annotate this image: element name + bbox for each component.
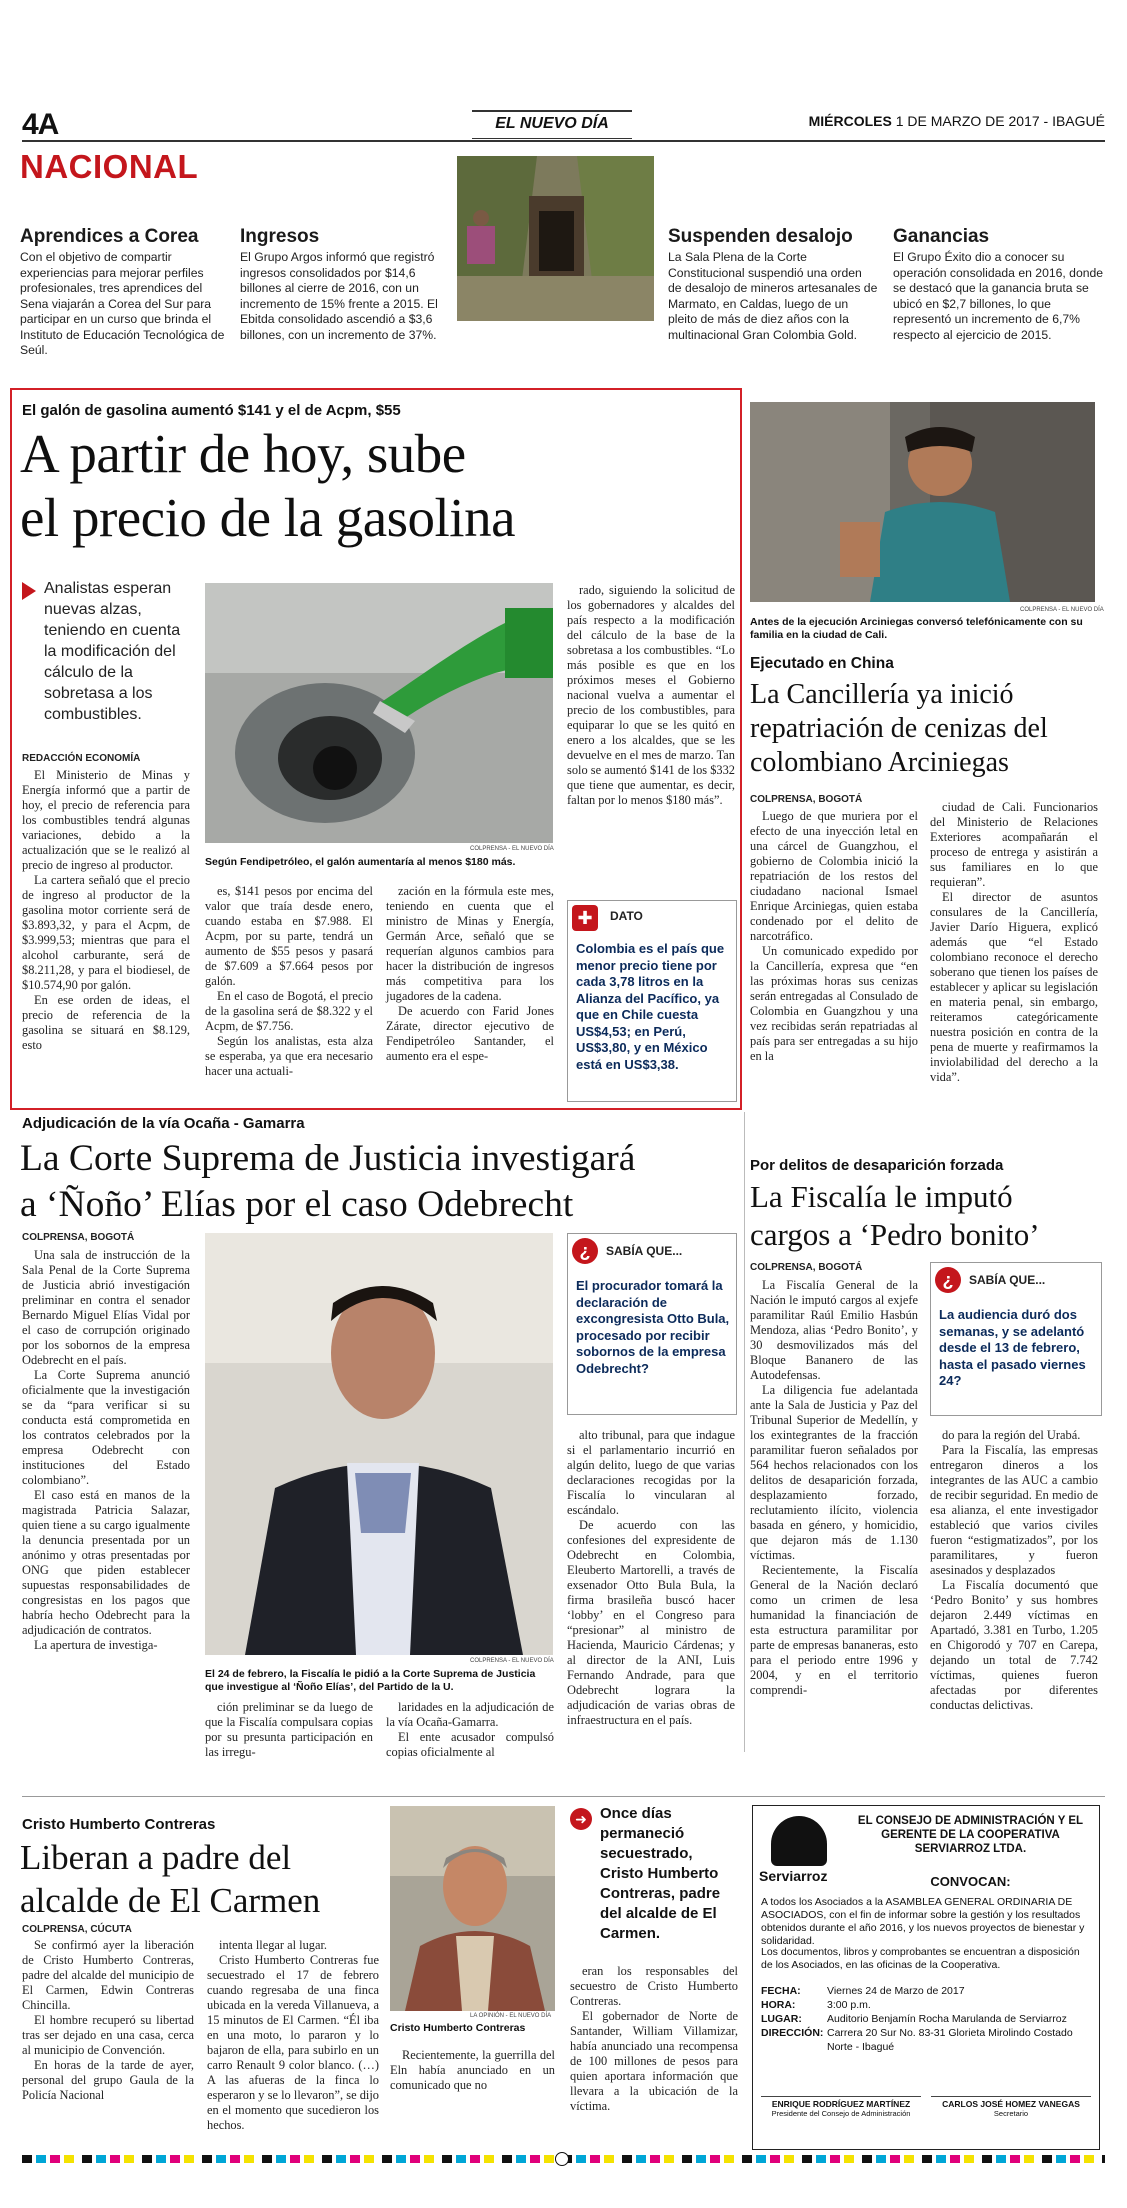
gasolina-summary: Analistas esperan nuevas alzas, teniendo en cuenta la modificación del cálculo de la sobretasa a los combustibles. bbox=[44, 580, 181, 723]
nono-byline: COLPRENSA, BOGOTÁ bbox=[22, 1232, 135, 1243]
ad-row-hora: HORA: 3:00 p.m. bbox=[761, 1999, 871, 2011]
gasolina-col-2: es, $141 pesos por encima del valor que traía desde enero, cuando estaba en $7.988. El Acpm, por su parte, tendrá un aumento de $55 pesos y pasará de $7.609 a $7.664 pesos por galón. En el caso de Bogotá, el precio de la gasolina será de $8.322 y el Acpm, de $7.756. Según los analistas, esta alza se esperaba, ya que era necesario hacer una actuali- bbox=[205, 884, 373, 1078]
section-rule bbox=[22, 1796, 1105, 1797]
brief-title: Ganancias bbox=[893, 226, 990, 247]
pedro-byline: COLPRENSA, BOGOTÁ bbox=[750, 1262, 863, 1273]
brief-body: El Grupo Argos informó que registró ingresos consolidados por $14,6 billones al cierre de 2016, con un incremento de 15% frente a 2015. El Ebitda consolidado ascendió a $3,6 billones, con un incremento de 37%. bbox=[240, 250, 438, 342]
gasolina-photo-credit: COLPRENSA - EL NUEVO DÍA bbox=[470, 846, 554, 852]
dato-label: DATO bbox=[610, 909, 643, 923]
brief-body: La Sala Plena de la Corte Constitucional suspendió una orden de desalojo de mineros artesanales de Marmato, en Caldas, luego de un pleito de más de diez años con la multinacional Gran Colombia Gold. bbox=[668, 250, 878, 342]
contreras-photo-caption: Cristo Humberto Contreras bbox=[390, 2022, 526, 2034]
ad-title: EL CONSEJO DE ADMINISTRACIÓN Y EL GERENTE DE LA COOPERATIVA SERVIARROZ LTDA. bbox=[857, 1815, 1084, 1855]
pedro-sabia-box bbox=[930, 1262, 1102, 1416]
registration-mark-icon bbox=[555, 2152, 569, 2166]
ad-signature-1: ENRIQUE RODRÍGUEZ MARTÍNEZ Presidente del Consejo de Administración bbox=[761, 2096, 921, 2118]
arciniegas-col-2: ciudad de Cali. Funcionarios del Ministerio de Relaciones Exteriores acompañarán el proceso de entrega y asistirán a sus familiares en lo que requieran”. El director de asuntos consulares de la Cancillería, Javier Darío Higuera, explicó además que “el Estado colombiano reconoce el derecho soberano que tienen los países de establecer y aplicar su legislación en materia penal, sin embargo, reiteramos categóricamente nuestra posición en contra de la pena de muerte y reafirmamos la inviolabilidad del derecho a la vida”. bbox=[930, 800, 1098, 1084]
contreras-col-3: Recientemente, la guerrilla del Eln había anunciado en un comunicado que no bbox=[390, 2048, 555, 2092]
ad-row-direccion: DIRECCIÓN: Carrera 20 Sur No. 83-31 Glorieta Mirolindo Costado Norte - Ibagué bbox=[761, 2027, 1073, 2053]
brief-title: Ingresos bbox=[240, 226, 320, 247]
brief-ingresos bbox=[240, 226, 440, 343]
brief-desalojo bbox=[668, 226, 878, 343]
issue-date: MIÉRCOLES 1 DE MARZO DE 2017 - IBAGUÉ bbox=[808, 113, 1105, 129]
gasolina-col-4: rado, siguiendo la solicitud de los gobernadores y alcaldes del país respecto a la modificación del cálculo de la base de la sobretasa a los combustibles. “Lo más posible es que en los próximos meses el Gobierno nacional vuelva a aumentar el precio de los combustibles, para equiparar lo que se les quitó en enero a los alcaldes, que se les devuelve en el mes de marzo. Tan solo se aumentó $141 de los $332 que tiene que aumentar, es decir, faltan por lo menos $180 más”. bbox=[567, 583, 735, 807]
arciniegas-photo-caption: Antes de la ejecución Arciniegas conversó telefónicamente con su familia en la ciudad de Cali. bbox=[750, 616, 1083, 641]
question-icon: ¿ bbox=[572, 1238, 598, 1264]
arciniegas-headline: La Cancillería ya inició repatriación de cenizas del colombiano Arciniegas bbox=[750, 679, 1048, 778]
ad-signature-2: CARLOS JOSÉ HOMEZ VANEGAS Secretario bbox=[931, 2096, 1091, 2118]
arciniegas-kicker: Ejecutado en China bbox=[750, 655, 894, 672]
arciniegas-photo-credit: COLPRENSA - EL NUEVO DÍA bbox=[1020, 607, 1104, 613]
sabia-label: SABÍA QUE... bbox=[606, 1244, 683, 1258]
contreras-byline: COLPRENSA, CÚCUTA bbox=[22, 1924, 132, 1935]
brief-body: El Grupo Éxito dio a conocer su operación consolidada en 2016, donde se destacó que la ganancia bruta se ubicó en $2,7 billones, lo que representó un incremento de 6,7% respecto al ejercicio de 2015. bbox=[893, 250, 1104, 342]
contreras-pull-quote: Once días permaneció secuestrado, Cristo Humberto Contreras, padre del alcalde de El Carmen. bbox=[600, 1805, 721, 1942]
brief-title: Suspenden desalojo bbox=[668, 226, 853, 247]
gasolina-col-1: El Ministerio de Minas y Energía informó que a partir de hoy, el precio de referencia para los combustibles tendrá algunas variaciones, debido a la actualización que se le realizó al precio de ingreso al productor. La cartera señaló que el precio de ingreso al productor de la gasolina motor corriente será de $3.893,32, y para el Acpm, de $3.999,53; mientras que para el alcohol carburante, será de $8.211,28, y para el biodiesel, de $10.574,90 por galón. En ese orden de ideas, el precio de referencia de la gasolina se situará en $8.129, esto bbox=[22, 768, 190, 1052]
gasolina-photo-caption: Según Fendipetróleo, el galón aumentaría al menos $180 más. bbox=[205, 856, 516, 868]
nono-col-3: laridades en la adjudicación de la vía Ocaña-Gamarra. El ente acusador compulsó copias oficialmente al bbox=[386, 1700, 554, 1759]
serviarroz-logo-icon bbox=[771, 1816, 827, 1866]
brief-corea bbox=[20, 226, 230, 359]
dato-body: Colombia es el país que menor precio tiene por cada 3,78 litros en la Alianza del Pacífico, ya que en Chile cuesta US$4,53; en Perú, US$3,80, y en México está en US$3,38. bbox=[576, 941, 725, 1072]
section-title: NACIONAL bbox=[20, 148, 199, 185]
contreras-col-1: Se confirmó ayer la liberación de Cristo Humberto Contreras, padre del alcalde del municipio de El Carmen, Edwin Contreras Chincilla. El hombre recuperó su libertad tras ser dejado en una casa, cerca al municipio de Convención. En horas de la tarde de ayer, personal del grupo Gaula de la Policía Nacional bbox=[22, 1938, 194, 2102]
ad-details bbox=[761, 1984, 1091, 2054]
masthead-rule bbox=[22, 140, 1105, 142]
brief-title: Aprendices a Corea bbox=[20, 226, 199, 247]
pedro-headline: La Fiscalía le imputó cargos a ‘Pedro bonito’ bbox=[750, 1179, 1040, 1252]
brief-ganancias bbox=[893, 226, 1105, 343]
nono-photo-caption: El 24 de febrero, la Fiscalía le pidió a la Corte Suprema de Justicia que investigue al ‘Ñoño Elías’, del Partido de la U. bbox=[205, 1668, 536, 1693]
contreras-headline: Liberan a padre del alcalde de El Carmen bbox=[20, 1838, 321, 1920]
pull-arrow-icon: ➜ bbox=[570, 1808, 592, 1830]
pedro-col-2: do para la región del Urabá. Para la Fiscalía, las empresas entregaron dineros a los integrantes de las AUC a cambio de recibir seguridad. En medio de esa alianza, el ente investigador estableció que varios civiles fueron “estigmatizados”, por los paramilitares, y fueron asesinados y desplazados La Fiscalía documentó que ‘Pedro Bonito’ y sus hombres dejaron 2.449 víctimas en Apartadó, 3.381 en Turbo, 1.205 en Chigorodó y 707 en Carepa, dejando un total de 7.742 víctimas, quienes fueron afectadas por diferentes conductas delictivas. bbox=[930, 1428, 1098, 1712]
ad-para-1: A todos los Asociados a la ASAMBLEA GENERAL ORDINARIA DE ASOCIADOS, con el fin de informar sobre la gestión y los resultados obtenidos durante el año 2016, y los nuevos proyectos de bienestar y solidaridad. bbox=[761, 1896, 1085, 1947]
puzzle-icon: ✚ bbox=[572, 905, 598, 931]
column-divider bbox=[744, 1112, 745, 1752]
fuel-nozzle-photo bbox=[205, 583, 553, 843]
serviarroz-ad bbox=[752, 1805, 1100, 2150]
pedro-kicker: Por delitos de desaparición forzada bbox=[750, 1157, 1004, 1174]
ad-row-lugar: LUGAR: Auditorio Benjamín Rocha Marulanda de Serviarroz bbox=[761, 2013, 1067, 2025]
nono-col-4: alto tribunal, para que indague si el parlamentario incurrió en algún delito, luego de que varias declaraciones recogidas por la Fiscalía lo vincularan al escándalo. De acuerdo con las confesiones del expresidente de Odebrecht en Colombia, Eleuberto Martorelli, a través de exsenador Otto Bula Bula, la firma brasileña buscó hacer ‘lobby’ en el Congreso para “presionar” al ministro de Hacienda, Mauricio Cárdenas; y al director de la ANI, Luis Fernando Andrade, para que Odebrecht lograra la adjudicación de varias obras de infraestructura en el país. bbox=[567, 1428, 735, 1727]
nono-elias-photo bbox=[205, 1233, 553, 1655]
gasolina-kicker: El galón de gasolina aumentó $141 y el de Acpm, $55 bbox=[22, 402, 401, 419]
serviarroz-brand: Serviarroz bbox=[759, 1868, 828, 1884]
contreras-photo-credit: LA OPINIÓN - EL NUEVO DÍA bbox=[470, 2013, 552, 2019]
ad-convocan: CONVOCAN: bbox=[930, 1874, 1011, 1889]
nono-col-1: Una sala de instrucción de la Sala Penal de la Corte Suprema de Justicia abrió investigación preliminar en contra el senador Bernardo Miguel Elías Vidal por el caso de corrupción originado por los sobornos de la empresa Odebrecht en el país. La Corte Suprema anunció oficialmente que la investigación se da “para verificar si su conducta está comprometida en los contratos celebrados por la empresa Odebrecht con instituciones del Estado colombiano”. El caso está en manos de la magistrada Patricia Salazar, quien tiene a su cargo igualmente la denuncia presentada por un anónimo y otras presentadas por ONG que piden establecer supuestas responsabilidades de congresistas en los pagos que habría hecho Odebrecht para la adjudicación de contratos. La apertura de investiga- bbox=[22, 1248, 190, 1652]
nono-sabia-box bbox=[567, 1233, 737, 1415]
nono-col-2: ción preliminar se da luego de que la Fiscalía compulsara copias por su presunta participación en las irregu- bbox=[205, 1700, 373, 1759]
nono-photo-credit: COLPRENSA - EL NUEVO DÍA bbox=[470, 1658, 554, 1664]
sabia-body: El procurador tomará la declaración de excongresista Otto Bula, procesado por recibir sobornos de la empresa Odebrecht? bbox=[576, 1278, 730, 1376]
contreras-col-2: intenta llegar al lugar. Cristo Humberto Contreras fue secuestrado el 17 de febrero cuando regresaba de una finca ubicada en la vereda Villanueva, a 15 minutos de El Carmen. “Él iba en una moto, lo pararon y lo bajaron de ella, para subirlo en un carro Renault 9 color blanco. (…) A las afueras de la finca lo esperaron y se lo llevaron”, se dijo en el momento que sucedieron los hechos. bbox=[207, 1938, 379, 2132]
gasolina-headline: A partir de hoy, sube el precio de la gasolina bbox=[20, 423, 516, 548]
contreras-col-4: eran los responsables del secuestro de Cristo Humberto Contreras. El gobernador de Norte de Santander, William Villamizar, había anunciado una recompensa de 100 millones de pesos para quien aportara información que llevara a la ubicación de la víctima. bbox=[570, 1964, 738, 2113]
question-icon: ¿ bbox=[935, 1267, 961, 1293]
ad-para-2: Los documentos, libros y comprobantes se encuentran a disposición de los Asociados, en las oficinas de la Cooperativa. bbox=[761, 1946, 1080, 1971]
gasolina-col-3: zación en la fórmula este mes, teniendo en cuenta que el ministro de Minas y Energía, Germán Arce, señaló que se requerían algunos cambios para hacer la distribución de ingresos más competitiva para los jugadores de la cadena. De acuerdo con Farid Jones Zárate, director ejecutivo de Fendipetróleo Santander, el aumento era el espe- bbox=[386, 884, 554, 1063]
nono-kicker: Adjudicación de la vía Ocaña - Gamarra bbox=[22, 1115, 305, 1132]
sabia-label: SABÍA QUE... bbox=[969, 1273, 1046, 1287]
miners-photo bbox=[457, 156, 654, 321]
page-number: 4A bbox=[22, 108, 59, 141]
pedro-col-1: La Fiscalía General de la Nación le imputó cargos al exjefe paramilitar Raúl Emilio Hasbún Mendoza, alias ‘Pedro Bonito’, y 30 desmovilizados más del Bloque Bananero de las Autodefensas. La diligencia fue adelantada ante la Sala de Justicia y Paz del Tribunal Superior de Medellín, y los exintegrantes de la fracción paramilitar fueron señalados por 564 hechos relacionados con los delitos de desaparición forzada, desplazamiento forzado, reclutamiento ilícito, violencia basada en género, y homicidio, que dejaron más de 1.130 víctimas. Recientemente, la Fiscalía General de la Nación declaró como un crimen de lesa humanidad la financiación de esta estructura paramilitar por parte de empresas bananeras, esto para el periodo entre 1996 y 2004, y en el territorio comprendi- bbox=[750, 1278, 918, 1697]
nono-headline: La Corte Suprema de Justicia investigará a ‘Ñoño’ Elías por el caso Odebrecht bbox=[20, 1138, 636, 1225]
summary-arrow-icon bbox=[22, 582, 36, 600]
contreras-kicker: Cristo Humberto Contreras bbox=[22, 1816, 216, 1833]
dato-box bbox=[567, 900, 737, 1102]
gasolina-byline: REDACCIÓN ECONOMÍA bbox=[22, 753, 141, 764]
arciniegas-byline: COLPRENSA, BOGOTÁ bbox=[750, 794, 863, 805]
brief-body: Con el objetivo de compartir experiencias para mejorar perfiles profesionales, tres aprendices del Sena viajarán a Corea del Sur para participar en un curso que brinda el Instituto de Educación Tecnológica de Seúl. bbox=[20, 250, 225, 357]
arciniegas-col-1: Luego de que muriera por el efecto de una inyección letal en una cárcel de Guangzhou, el gobierno de Colombia inició la repatriación de los restos del ciudadano nacional Ismael Enrique Arciniegas, quien estaba condenado por el delito de narcotráfico. Un comunicado expedido por la Cancillería, expresa que “en las próximas horas sus cenizas serán entregadas al Consulado de Colombia en Guangzhou y una vez recibidas serán repatriadas al país para ser entregadas a su hijo en la bbox=[750, 809, 918, 1063]
arciniegas-photo bbox=[750, 402, 1095, 602]
newspaper-logo: EL NUEVO DÍA bbox=[472, 110, 632, 139]
contreras-photo bbox=[390, 1806, 555, 2011]
sabia-body: La audiencia duró dos semanas, y se adelantó desde el 13 de febrero, hasta el pasado viernes 24? bbox=[939, 1307, 1086, 1388]
ad-row-fecha: FECHA: Viernes 24 de Marzo de 2017 bbox=[761, 1985, 965, 1997]
